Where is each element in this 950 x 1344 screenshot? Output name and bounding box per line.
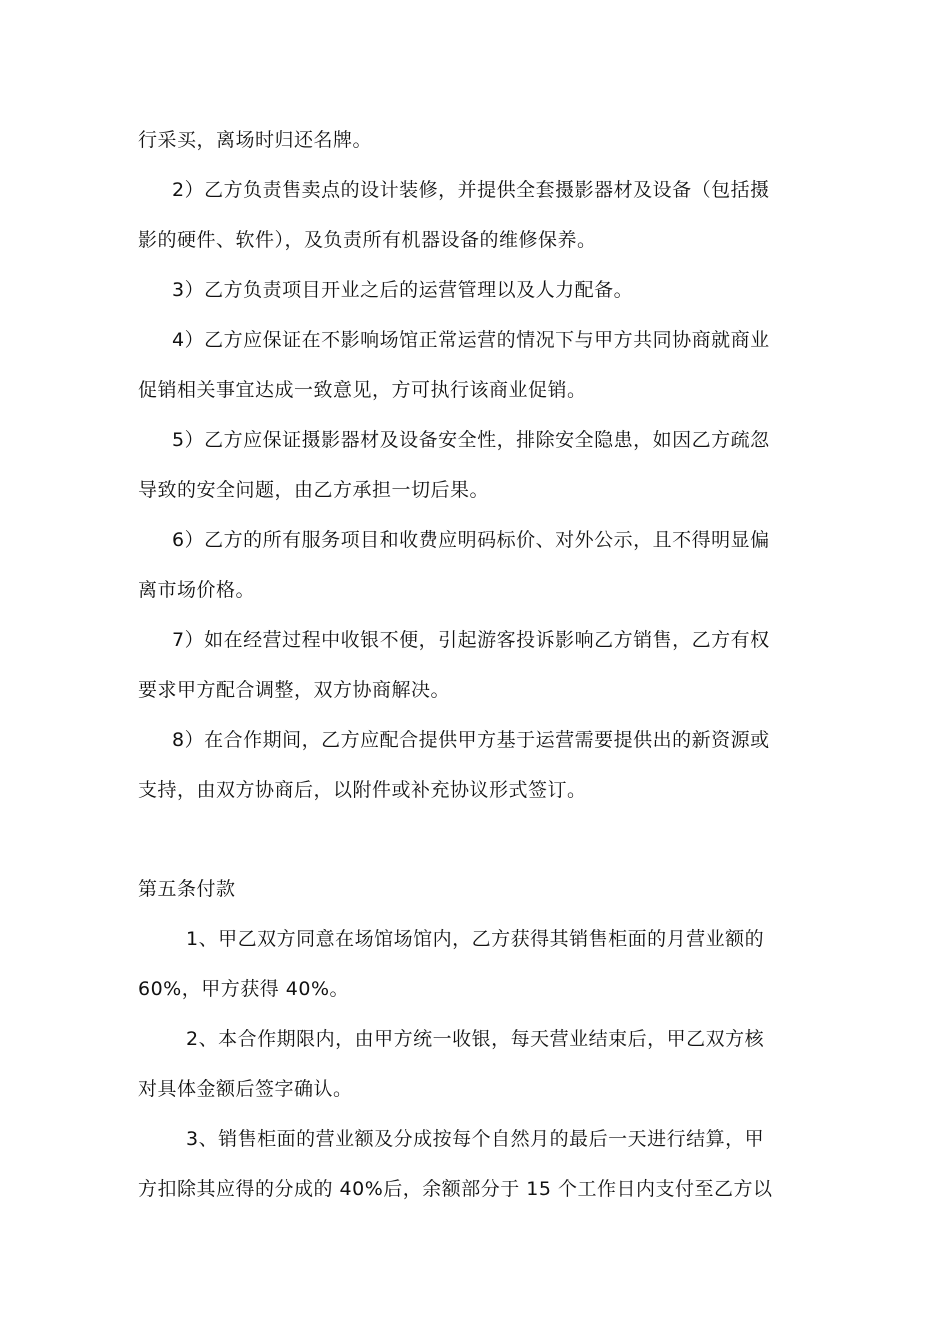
- text-line: 3、销售柜面的营业额及分成按每个自然月的最后一天进行结算，甲: [186, 1128, 765, 1150]
- text-line: 8）在合作期间，乙方应配合提供甲方基于运营需要提供出的新资源或: [172, 729, 770, 751]
- text-line: 1、甲乙双方同意在场馆场馆内，乙方获得其销售柜面的月营业额的: [186, 928, 765, 950]
- text-line: 6）乙方的所有服务项目和收费应明码标价、对外公示，且不得明显偏: [172, 529, 770, 551]
- text-line: 影的硬件、软件），及负责所有机器设备的维修保养。: [138, 229, 597, 251]
- text-line: 4）乙方应保证在不影响场馆正常运营的情况下与甲方共同协商就商业: [172, 329, 770, 351]
- text-line: 促销相关事宜达成一致意见，方可执行该商业促销。: [138, 379, 587, 401]
- text-line: 5）乙方应保证摄影器材及设备安全性，排除安全隐患，如因乙方疏忽: [172, 429, 770, 451]
- text-line: 60%，甲方获得 40%。: [138, 978, 350, 1000]
- section-heading: 第五条付款: [138, 878, 236, 900]
- text-line: 7）如在经营过程中收银不便，引起游客投诉影响乙方销售，乙方有权: [172, 629, 770, 651]
- text-line: 3）乙方负责项目开业之后的运营管理以及人力配备。: [172, 279, 634, 301]
- text-line: 离市场价格。: [138, 579, 256, 601]
- text-line: 方扣除其应得的分成的 40%后，余额部分于 15 个工作日内支付至乙方以: [138, 1178, 773, 1200]
- text-line: 对具体金额后签字确认。: [138, 1078, 353, 1100]
- text-line: 支持，由双方协商后，以附件或补充协议形式签订。: [138, 779, 587, 801]
- text-line: 2）乙方负责售卖点的设计装修，并提供全套摄影器材及设备（包括摄: [172, 179, 770, 201]
- text-line: 2、本合作期限内，由甲方统一收银，每天营业结束后，甲乙双方核: [186, 1028, 765, 1050]
- text-line: 行采买，离场时归还名牌。: [138, 129, 373, 151]
- text-line: 导致的安全问题，由乙方承担一切后果。: [138, 479, 490, 501]
- text-line: 要求甲方配合调整，双方协商解决。: [138, 679, 451, 701]
